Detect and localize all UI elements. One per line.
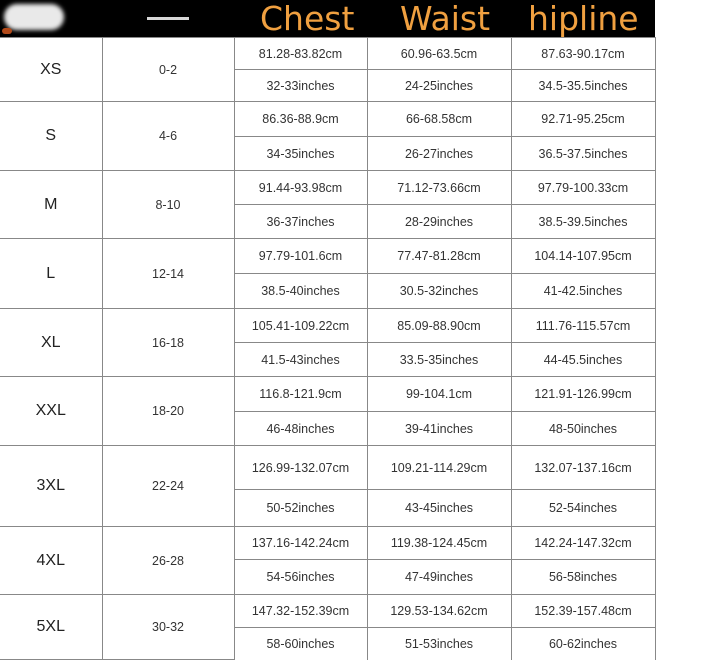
chest-cm-cell: 126.99-132.07cm — [234, 446, 367, 490]
hip-inches-cell: 44-45.5inches — [511, 343, 655, 377]
waist-cm-cell: 119.38-124.45cm — [367, 527, 511, 560]
header-waist: Waist — [400, 0, 491, 37]
waist-inches-cell: 30.5-32inches — [367, 274, 511, 309]
hip-inches-cell: 36.5-37.5inches — [511, 137, 655, 171]
chest-inches-cell: 34-35inches — [234, 137, 367, 171]
us-size-cell: 30-32 — [102, 595, 234, 660]
chest-inches-cell: 36-37inches — [234, 205, 367, 239]
hip-cm-cell: 111.76-115.57cm — [511, 309, 655, 343]
chest-inches-cell: 58-60inches — [234, 628, 367, 660]
dash-icon — [147, 17, 189, 20]
blurred-logo-icon — [4, 4, 64, 30]
chest-inches-cell: 41.5-43inches — [234, 343, 367, 377]
table-row — [0, 377, 655, 412]
size-label-cell: S — [0, 102, 102, 171]
table-row — [0, 446, 655, 490]
table-header-bar — [0, 0, 655, 37]
hip-inches-cell: 56-58inches — [511, 560, 655, 595]
hip-cm-cell: 104.14-107.95cm — [511, 239, 655, 274]
chest-cm-cell: 116.8-121.9cm — [234, 377, 367, 412]
waist-inches-cell: 24-25inches — [367, 70, 511, 102]
hip-inches-cell: 48-50inches — [511, 412, 655, 446]
size-label-cell: XL — [0, 309, 102, 377]
waist-cm-cell: 77.47-81.28cm — [367, 239, 511, 274]
size-label-cell: 4XL — [0, 527, 102, 595]
waist-inches-cell: 51-53inches — [367, 628, 511, 660]
waist-inches-cell: 26-27inches — [367, 137, 511, 171]
waist-inches-cell: 47-49inches — [367, 560, 511, 595]
logo-accent-icon — [2, 28, 12, 34]
hip-cm-cell: 132.07-137.16cm — [511, 446, 655, 490]
waist-cm-cell: 85.09-88.90cm — [367, 309, 511, 343]
waist-cm-cell: 129.53-134.62cm — [367, 595, 511, 628]
hip-inches-cell: 38.5-39.5inches — [511, 205, 655, 239]
us-size-cell: 8-10 — [102, 171, 234, 239]
hip-cm-cell: 152.39-157.48cm — [511, 595, 655, 628]
header-chest: Chest — [260, 0, 355, 37]
hip-cm-cell: 121.91-126.99cm — [511, 377, 655, 412]
hip-cm-cell: 142.24-147.32cm — [511, 527, 655, 560]
waist-inches-cell: 33.5-35inches — [367, 343, 511, 377]
chest-cm-cell: 97.79-101.6cm — [234, 239, 367, 274]
waist-cm-cell: 109.21-114.29cm — [367, 446, 511, 490]
table-row — [0, 239, 655, 274]
size-chart-table — [0, 37, 656, 660]
hip-inches-cell: 41-42.5inches — [511, 274, 655, 309]
hip-inches-cell: 34.5-35.5inches — [511, 70, 655, 102]
chest-cm-cell: 81.28-83.82cm — [234, 38, 367, 70]
chest-inches-cell: 50-52inches — [234, 490, 367, 527]
table-row — [0, 309, 655, 343]
hip-inches-cell: 60-62inches — [511, 628, 655, 660]
size-label-cell: 3XL — [0, 446, 102, 527]
us-size-cell: 18-20 — [102, 377, 234, 446]
hip-cm-cell: 92.71-95.25cm — [511, 102, 655, 137]
size-label-cell: M — [0, 171, 102, 239]
us-size-cell: 12-14 — [102, 239, 234, 309]
chest-cm-cell: 137.16-142.24cm — [234, 527, 367, 560]
us-size-cell: 4-6 — [102, 102, 234, 171]
chest-cm-cell: 91.44-93.98cm — [234, 171, 367, 205]
hip-inches-cell: 52-54inches — [511, 490, 655, 527]
waist-cm-cell: 66-68.58cm — [367, 102, 511, 137]
chest-inches-cell: 38.5-40inches — [234, 274, 367, 309]
table-row — [0, 527, 655, 560]
waist-cm-cell: 60.96-63.5cm — [367, 38, 511, 70]
us-size-cell: 16-18 — [102, 309, 234, 377]
chest-cm-cell: 147.32-152.39cm — [234, 595, 367, 628]
size-label-cell: XXL — [0, 377, 102, 446]
waist-cm-cell: 99-104.1cm — [367, 377, 511, 412]
us-size-cell: 22-24 — [102, 446, 234, 527]
chest-cm-cell: 105.41-109.22cm — [234, 309, 367, 343]
table-row — [0, 38, 655, 70]
chest-inches-cell: 54-56inches — [234, 560, 367, 595]
size-label-cell: 5XL — [0, 595, 102, 660]
us-size-cell: 0-2 — [102, 38, 234, 102]
chest-inches-cell: 46-48inches — [234, 412, 367, 446]
header-hipline: hipline — [528, 0, 639, 37]
size-label-cell: XS — [0, 38, 102, 102]
hip-cm-cell: 97.79-100.33cm — [511, 171, 655, 205]
table-row — [0, 595, 655, 628]
waist-inches-cell: 43-45inches — [367, 490, 511, 527]
chest-inches-cell: 32-33inches — [234, 70, 367, 102]
chest-cm-cell: 86.36-88.9cm — [234, 102, 367, 137]
us-size-cell: 26-28 — [102, 527, 234, 595]
waist-cm-cell: 71.12-73.66cm — [367, 171, 511, 205]
hip-cm-cell: 87.63-90.17cm — [511, 38, 655, 70]
table-row — [0, 171, 655, 205]
waist-inches-cell: 39-41inches — [367, 412, 511, 446]
table-row — [0, 102, 655, 137]
waist-inches-cell: 28-29inches — [367, 205, 511, 239]
size-label-cell: L — [0, 239, 102, 309]
